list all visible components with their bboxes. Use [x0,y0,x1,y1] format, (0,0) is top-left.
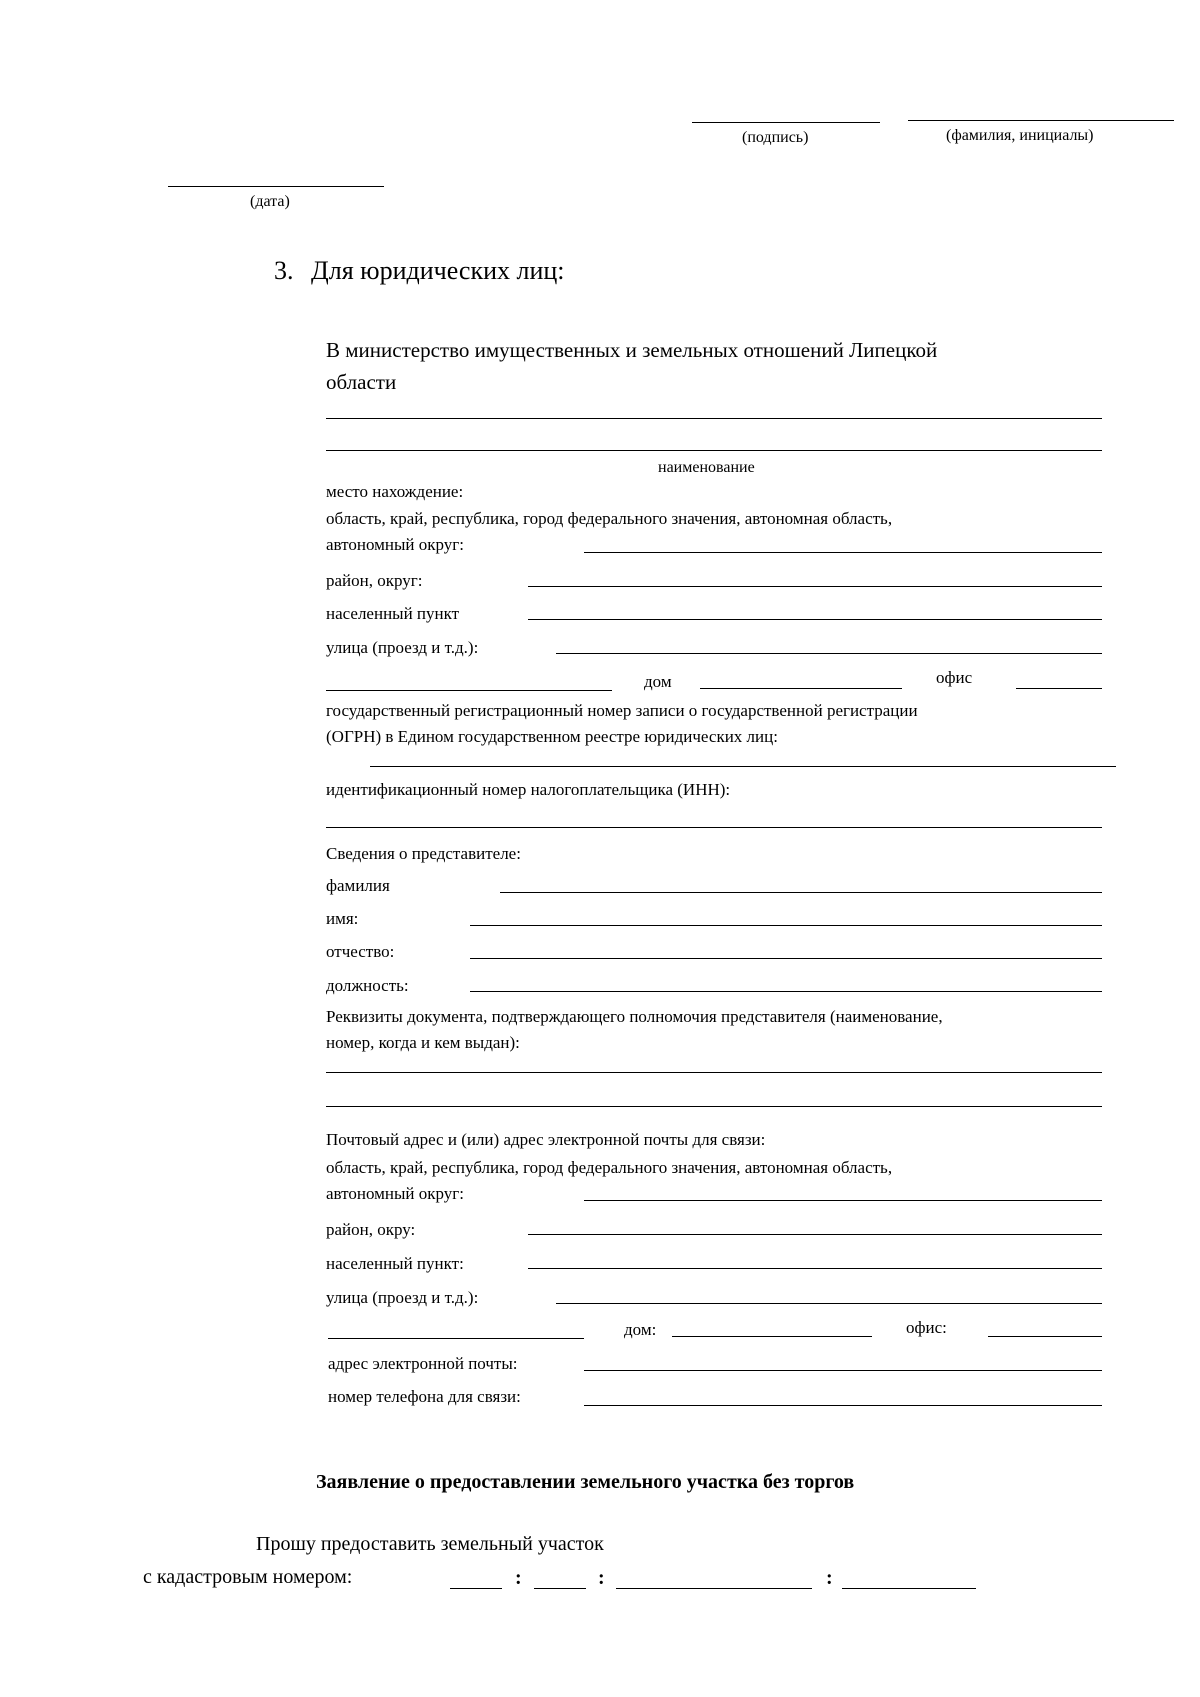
representative-document-field-2[interactable] [326,1106,1102,1107]
name-caption: наименование [658,459,755,476]
postal-region-label-1: область, край, республика, город федерального значения, автономная область, [326,1158,893,1177]
representative-position-field[interactable] [470,991,1102,992]
location-street-label: улица (проезд и т.д.): [326,638,479,657]
postal-street-continuation-field[interactable] [328,1338,584,1339]
name-initials-line[interactable] [908,120,1174,121]
location-region-label-2: автономный округ: [326,535,464,554]
postal-heading: Почтовый адрес и (или) адрес электронной почты для связи: [326,1130,766,1149]
inn-field[interactable] [326,827,1102,828]
ogrn-field[interactable] [370,766,1116,767]
location-settlement-label: населенный пункт [326,604,460,623]
location-office-field[interactable] [1016,688,1102,689]
representative-surname-label: фамилия [326,876,390,895]
postal-district-label: район, окру: [326,1220,416,1239]
location-district-field[interactable] [528,586,1102,587]
cadastral-number-label: с кадастровым номером: [143,1566,353,1588]
signature-caption: (подпись) [742,129,809,146]
postal-house-field[interactable] [672,1336,872,1337]
postal-street-field[interactable] [556,1303,1102,1304]
section-title: Для юридических лиц: [311,256,565,285]
cadastral-separator-1: : [515,1567,522,1589]
cadastral-separator-3: : [826,1567,833,1589]
representative-first-name-field[interactable] [470,925,1102,926]
request-line-1: Прошу предоставить земельный участок [256,1533,604,1555]
postal-office-label: офис: [906,1318,947,1337]
postal-email-label: адрес электронной почты: [328,1354,518,1373]
postal-house-label: дом: [624,1320,657,1339]
location-house-label: дом [644,672,672,691]
location-street-field[interactable] [556,653,1102,654]
organization-name-line-2[interactable] [326,450,1102,451]
addressee-line-2: области [326,370,397,394]
ogrn-label-1: государственный регистрационный номер записи о государственной регистрации [326,701,918,720]
representative-position-label: должность: [326,976,409,995]
representative-patronymic-label: отчество: [326,942,395,961]
representative-surname-field[interactable] [500,892,1102,893]
inn-label: идентификационный номер налогоплательщика (ИНН): [326,780,731,799]
postal-office-field[interactable] [988,1336,1102,1337]
postal-settlement-field[interactable] [528,1268,1102,1269]
date-caption: (дата) [250,193,290,210]
cadastral-part-3-field[interactable] [616,1588,812,1589]
cadastral-part-2-field[interactable] [534,1588,586,1589]
representative-patronymic-field[interactable] [470,958,1102,959]
statement-title: Заявление о предоставлении земельного участка без торгов [316,1471,855,1493]
postal-phone-label: номер телефона для связи: [328,1387,521,1406]
signature-line[interactable] [692,122,880,123]
representative-document-field-1[interactable] [326,1072,1102,1073]
postal-email-field[interactable] [584,1370,1102,1371]
organization-name-line-1[interactable] [326,418,1102,419]
location-region-label-1: область, край, республика, город федерального значения, автономная область, [326,509,893,528]
postal-settlement-label: населенный пункт: [326,1254,464,1273]
location-house-field[interactable] [700,688,902,689]
location-region-field[interactable] [584,552,1102,553]
postal-region-field[interactable] [584,1200,1102,1201]
date-line[interactable] [168,186,384,187]
representative-document-label-2: номер, когда и кем выдан): [326,1033,520,1052]
postal-phone-field[interactable] [584,1405,1102,1406]
location-heading: место нахождение: [326,482,464,501]
location-street-continuation-field[interactable] [326,690,612,691]
cadastral-part-1-field[interactable] [450,1588,502,1589]
representative-heading: Сведения о представителе: [326,844,521,863]
cadastral-part-4-field[interactable] [842,1588,976,1589]
cadastral-separator-2: : [598,1567,605,1589]
ogrn-label-2: (ОГРН) в Едином государственном реестре юридических лиц: [326,727,778,746]
section-number: 3. [274,256,294,285]
representative-document-label-1: Реквизиты документа, подтверждающего полномочия представителя (наименование, [326,1007,943,1026]
name-initials-caption: (фамилия, инициалы) [946,127,1094,144]
addressee-line-1: В министерство имущественных и земельных отношений Липецкой [326,338,938,362]
representative-first-name-label: имя: [326,909,359,928]
location-office-label: офис [936,668,973,687]
location-settlement-field[interactable] [528,619,1102,620]
postal-region-label-2: автономный округ: [326,1184,464,1203]
postal-street-label: улица (проезд и т.д.): [326,1288,479,1307]
location-district-label: район, округ: [326,571,423,590]
postal-district-field[interactable] [528,1234,1102,1235]
